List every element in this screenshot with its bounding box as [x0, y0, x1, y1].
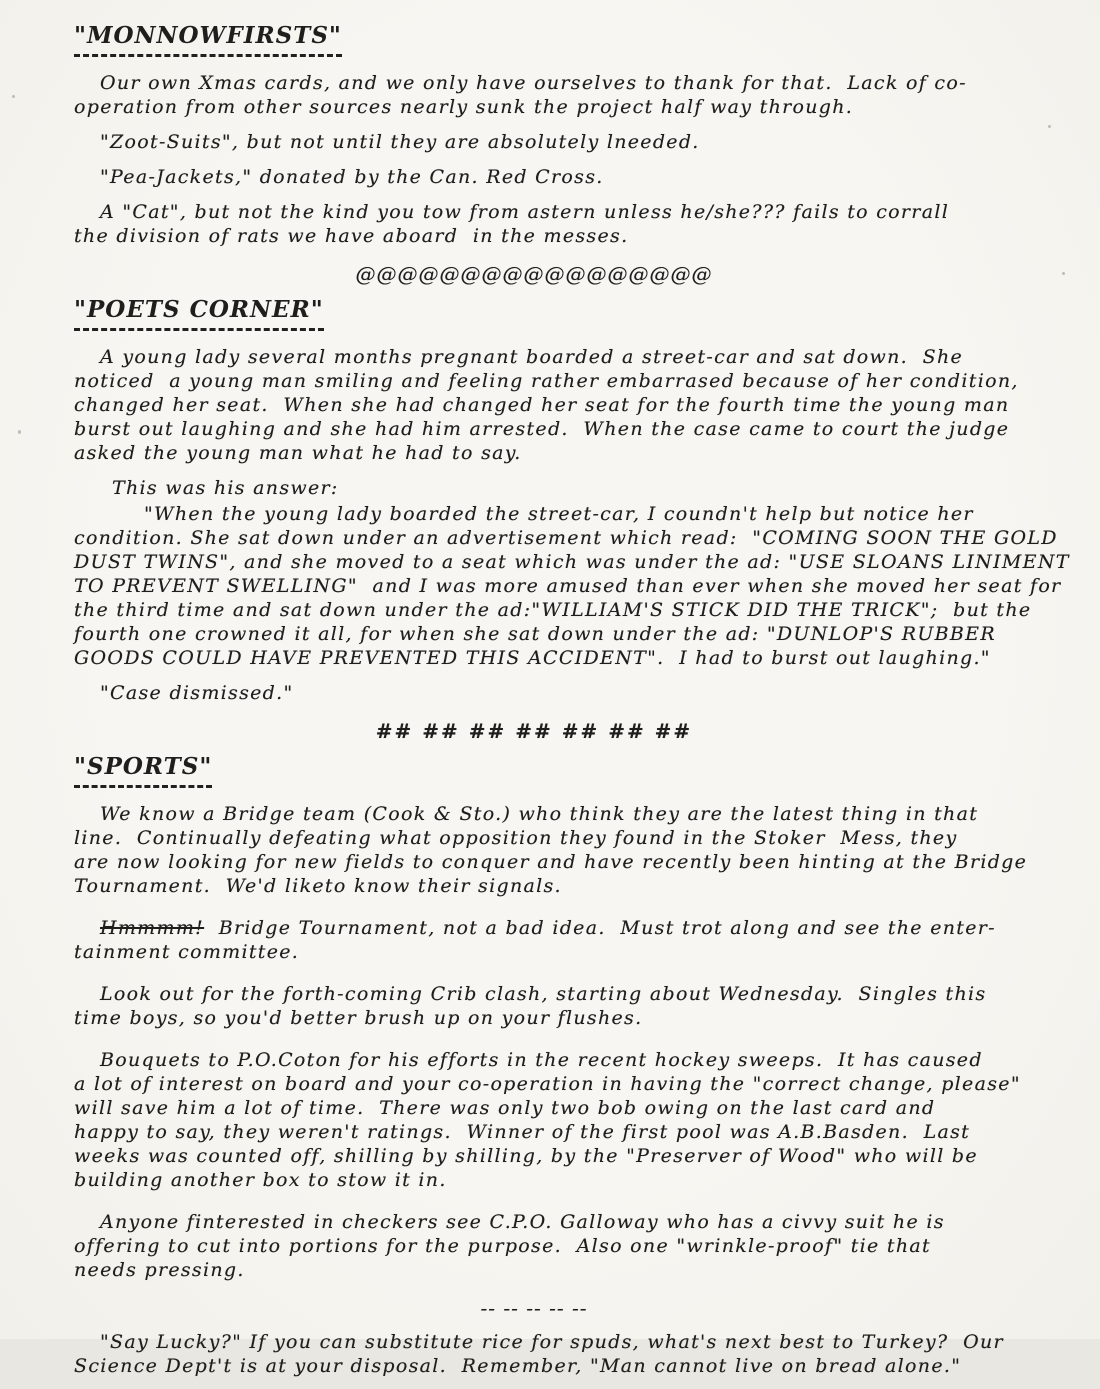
para-say-lucky — [74, 1330, 1034, 1378]
para-checkers — [74, 1210, 1034, 1282]
text-line: needs pressing. — [74, 1259, 245, 1281]
text-line: operation from other sources nearly sunk the project half way through. — [74, 96, 854, 118]
text-line: building another box to stow it in. — [74, 1169, 447, 1191]
text-line: asked the young man what he had to say. — [74, 442, 522, 464]
text-line: DUST TWINS", and she moved to a seat which was under the ad: "USE SLOANS LINIMENT — [74, 551, 1070, 573]
scan-speck — [18, 430, 21, 434]
heading-sports-text: "SPORTS" — [74, 753, 212, 788]
text-line: "Say Lucky?" If you can substitute rice for spuds, what's next best to Turkey? Our — [100, 1331, 1004, 1353]
text-line: "Case dismissed." — [100, 682, 294, 704]
para-crib-clash — [74, 982, 1034, 1030]
para-answer — [74, 502, 1070, 670]
ornament-divider-hashes: ## ## ## ## ## ## ## — [375, 719, 693, 743]
text-line: a lot of interest on board and your co-operation in having the "correct change, please" — [74, 1073, 1021, 1095]
struck-word: Hmmmm! — [100, 917, 205, 939]
text-line: are now looking for new fields to conquer and have recently been hinting at the Bridge — [74, 851, 1028, 873]
text-line: fourth one crowned it all, for when she sat down under the ad: "DUNLOP'S RUBBER — [74, 623, 996, 645]
heading-sports — [74, 753, 1034, 788]
text-line: "Zoot-Suits", but not until they are absolutely lneeded. — [100, 131, 700, 153]
para-answer-intro — [74, 476, 1034, 500]
text-line: This was his answer: — [112, 477, 339, 499]
para-cat — [74, 200, 1034, 248]
text-line: tainment committee. — [74, 941, 300, 963]
scan-speck — [12, 95, 15, 98]
text-line-rest: Bridge Tournament, not a bad idea. Must trot along and see the enter- — [204, 917, 996, 939]
para-case-dismissed — [74, 681, 1034, 705]
text-line: changed her seat. When she had changed her seat for the fourth time the young man — [74, 394, 1010, 416]
para-pea-jackets — [74, 165, 1034, 189]
text-line: offering to cut into portions for the purpose. Also one "wrinkle-proof" tie that — [74, 1235, 931, 1257]
para-hockey-sweeps — [74, 1048, 1034, 1192]
text-line: Anyone finterested in checkers see C.P.O. Galloway who has a civvy suit he is — [100, 1211, 945, 1233]
text-line: the third time and sat down under the ad:"WILLIAM'S STICK DID THE TRICK"; but the — [74, 599, 1032, 621]
text-line: Our own Xmas cards, and we only have ourselves to thank for that. Lack of co- — [100, 72, 967, 94]
scan-speck — [1062, 272, 1065, 275]
text-line: Tournament. We'd liketo know their signals. — [74, 875, 562, 897]
text-line: happy to say, they weren't ratings. Winner of the first pool was A.B.Basden. Last — [74, 1121, 971, 1143]
scan-speck — [1048, 125, 1051, 128]
text-line: weeks was counted off, shilling by shilling, by the "Preserver of Wood" who will be — [74, 1145, 978, 1167]
para-bridge-team — [74, 802, 1034, 898]
text-line: burst out laughing and she had him arrested. When the case came to court the judge — [74, 418, 1010, 440]
para-xmas-cards — [74, 71, 1034, 119]
heading-poets-corner — [74, 296, 1034, 331]
heading-monnowfirsts — [74, 22, 1034, 57]
text-line: will save him a lot of time. There was only two bob owing on the last card and — [74, 1097, 936, 1119]
text-line: TO PREVENT SWELLING" and I was more amused than ever when she moved her seat for — [74, 575, 1062, 597]
text-line: condition. She sat down under an advertisement which read: "COMING SOON THE GOLD — [74, 527, 1058, 549]
text-line: A "Cat", but not the kind you tow from astern unless he/she??? fails to corrall — [100, 201, 950, 223]
text-line: We know a Bridge team (Cook & Sto.) who think they are the latest thing in that — [100, 803, 979, 825]
text-line: A young lady several months pregnant boarded a street-car and sat down. She — [100, 346, 964, 368]
text-line: noticed a young man smiling and feeling rather embarrased because of her condition, — [74, 370, 1019, 392]
text-line: Look out for the forth-coming Crib clash, starting about Wednesday. Singles this — [100, 983, 987, 1005]
para-zoot-suits — [74, 130, 1034, 154]
text-line: Bouquets to P.O.Coton for his efforts in the recent hockey sweeps. It has caused — [100, 1049, 983, 1071]
para-bridge-tournament — [74, 916, 1034, 964]
text-line — [74, 916, 1034, 940]
text-line: line. Continually defeating what opposition they found in the Stoker Mess, they — [74, 827, 958, 849]
text-line: GOODS COULD HAVE PREVENTED THIS ACCIDENT". I had to burst out laughing." — [74, 647, 991, 669]
text-line: "Pea-Jackets," donated by the Can. Red Cross. — [100, 166, 604, 188]
ornament-divider-dashes: -- -- -- -- -- — [480, 1296, 588, 1320]
text-line: Science Dept't is at your disposal. Remember, "Man cannot live on bread alone." — [74, 1355, 962, 1377]
ornament-divider-at-signs: @@@@@@@@@@@@@@@@@ — [355, 262, 713, 286]
page-content — [74, 22, 1070, 1389]
text-line: time boys, so you'd better brush up on your flushes. — [74, 1007, 643, 1029]
text-line: "When the young lady boarded the street-car, I coundn't help but notice her — [144, 503, 974, 525]
heading-poets-corner-text: "POETS CORNER" — [74, 296, 324, 331]
heading-monnowfirsts-text: "MONNOWFIRSTS" — [74, 22, 342, 57]
text-line: the division of rats we have aboard in the messes. — [74, 225, 629, 247]
para-street-car-story — [74, 345, 1034, 465]
